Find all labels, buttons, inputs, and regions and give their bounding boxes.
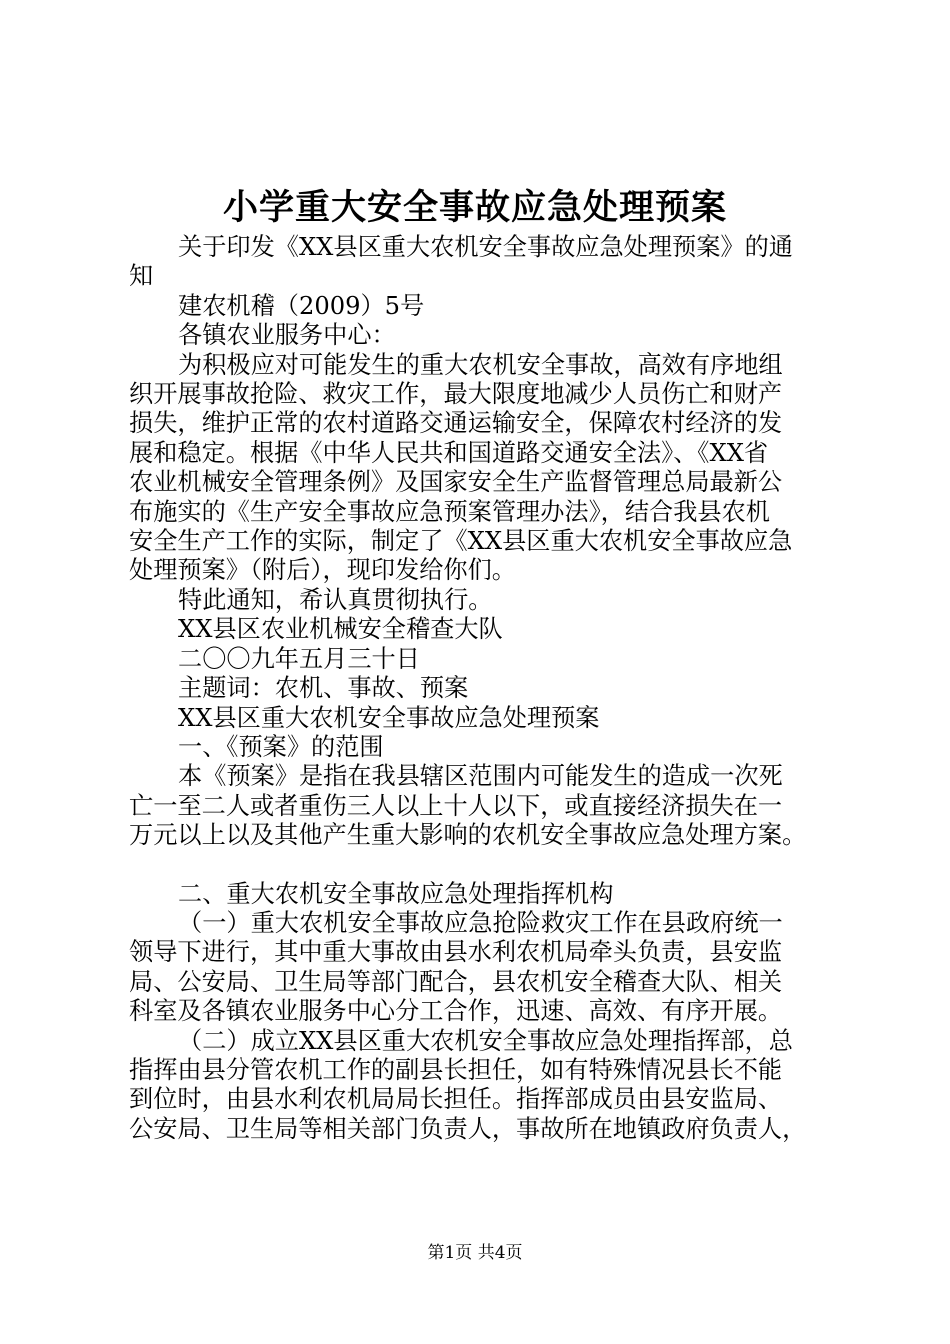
text-line: 处理预案》（附后），现印发给你们。 [129, 556, 516, 585]
text-line: 为积极应对可能发生的重大农机安全事故，高效有序地组 [178, 350, 783, 379]
text-line: 建农机稽（2009）5号 [178, 291, 425, 320]
text-line: XX县区重大农机安全事故应急处理预案 [178, 703, 600, 732]
text-line: 本《预案》是指在我县辖区范围内可能发生的造成一次死 [178, 762, 783, 791]
text-line: 损失，维护正常的农村道路交通运输安全，保障农村经济的发 [129, 409, 783, 438]
text-line: 指挥由县分管农机工作的副县长担任，如有特殊情况县长不能 [129, 1055, 783, 1084]
text-line: 一、《预案》的范围 [178, 732, 384, 761]
text-line: 到位时，由县水利农机局局长担任。指挥部成员由县安监局、 [129, 1085, 783, 1114]
document-body [129, 233, 834, 1144]
text-line: （二）成立XX县区重大农机安全事故应急处理指挥部，总 [178, 1026, 793, 1055]
text-line: 二〇〇九年五月三十日 [178, 644, 420, 673]
text-line: （一）重大农机安全事故应急抢险救灾工作在县政府统一 [178, 908, 783, 937]
text-line: 关于印发《XX县区重大农机安全事故应急处理预案》的通 [178, 233, 793, 261]
text-line: 展和稳定。根据《中华人民共和国道路交通安全法》、《XX省 [129, 438, 769, 467]
text-line: 二、重大农机安全事故应急处理指挥机构 [178, 879, 614, 908]
text-line: 各镇农业服务中心： [178, 321, 396, 350]
text-line: 织开展事故抢险、救灾工作，最大限度地减少人员伤亡和财产 [129, 380, 783, 409]
text-line: 安全生产工作的实际，制定了《XX县区重大农机安全事故应急 [129, 527, 793, 556]
text-line: 科室及各镇农业服务中心分工合作，迅速、高效、有序开展。 [129, 997, 783, 1026]
text-line: 万元以上以及其他产生重大影响的农机安全事故应急处理方案。 [129, 821, 807, 850]
text-line: 领导下进行，其中重大事故由县水利农机局牵头负责，县安监 [129, 938, 783, 967]
page-footer: 第1页 共4页 [427, 1243, 523, 1263]
paragraph-gap [129, 851, 834, 880]
text-line: 布施实的《生产安全事故应急预案管理办法》，结合我县农机 [129, 497, 770, 526]
text-line: 农业机械安全管理条例》及国家安全生产监督管理总局最新公 [129, 468, 783, 497]
text-line: 知 [129, 262, 154, 291]
text-line: 局、公安局、卫生局等部门配合，县农机安全稽查大队、相关 [129, 967, 783, 996]
text-line: XX县区农业机械安全稽查大队 [178, 615, 503, 644]
document-title: 小学重大安全事故应急处理预案 [222, 187, 727, 228]
text-line: 亡一至二人或者重伤三人以上十人以下，或直接经济损失在一 [129, 791, 783, 820]
text-line: 主题词：农机、事故、预案 [178, 674, 469, 703]
text-line: 特此通知，希认真贯彻执行。 [178, 585, 493, 614]
text-line: 公安局、卫生局等相关部门负责人，事故所在地镇政府负责人， [129, 1114, 807, 1143]
